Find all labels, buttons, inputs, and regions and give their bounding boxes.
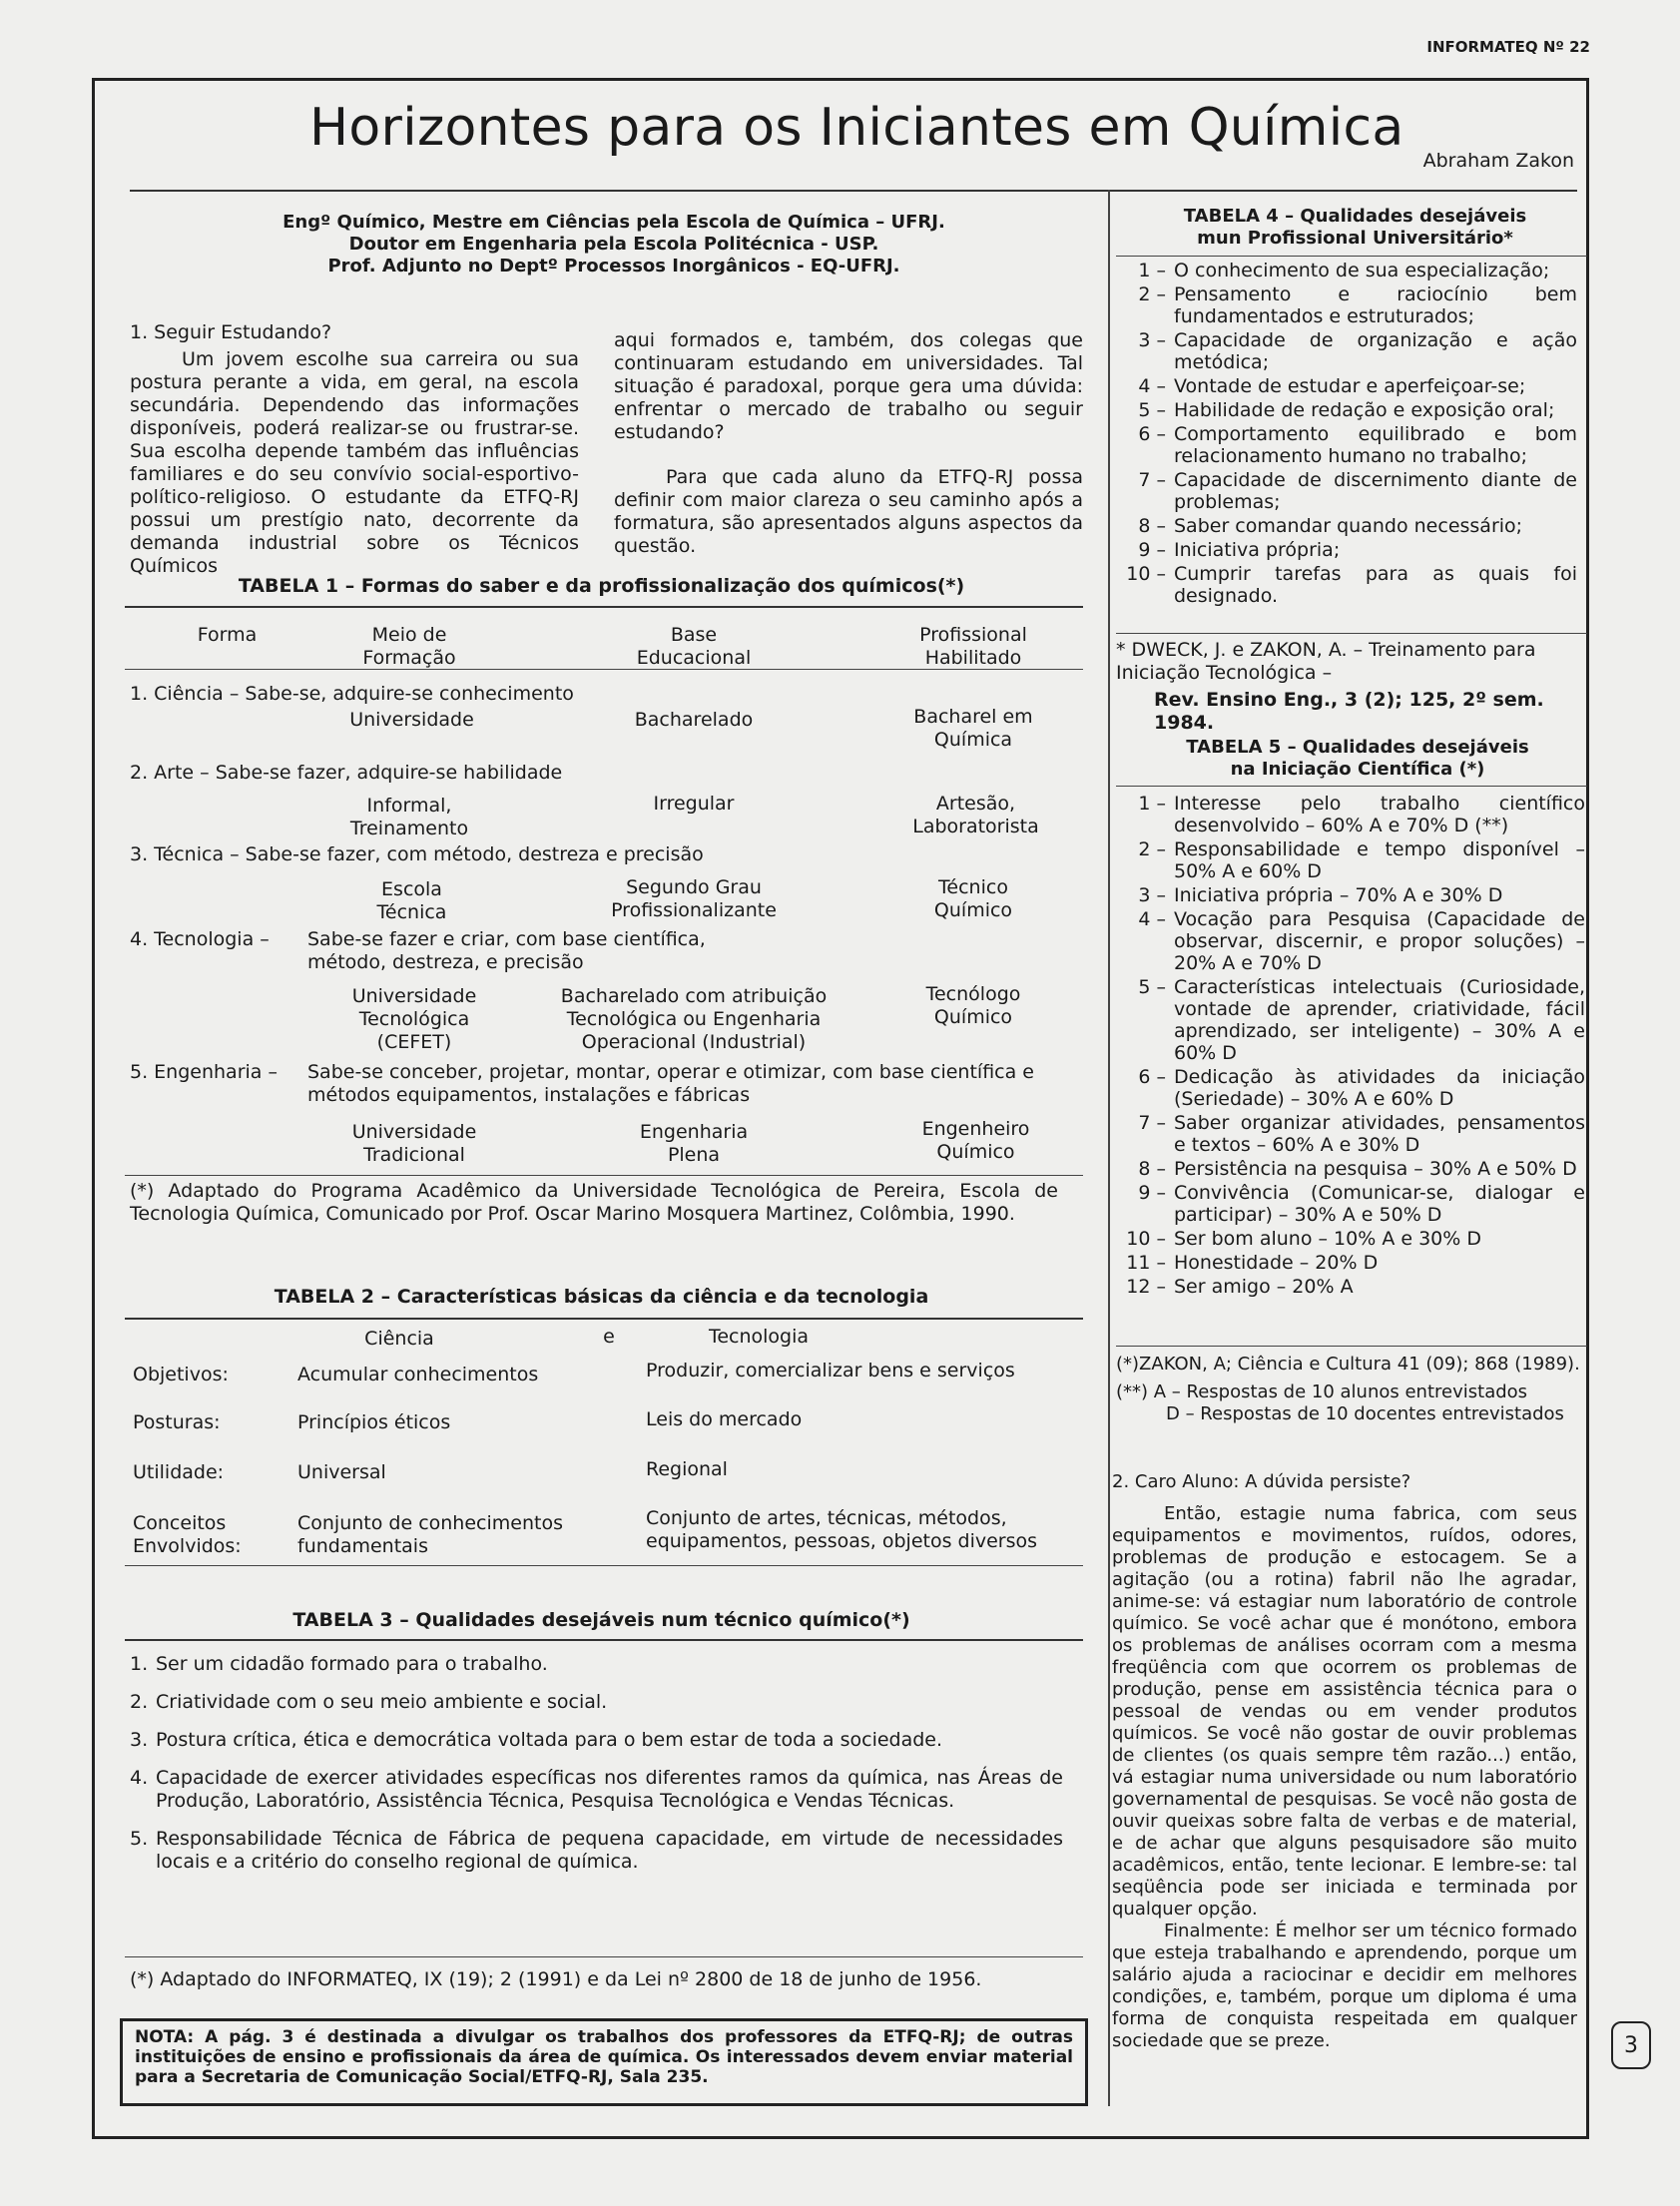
tabela1-row1-prof: Bacharel em Química [913, 706, 1033, 751]
tabela4-footnote-ref: * DWECK, J. e ZAKON, A. – Treinamento para Iniciação Tecnológica – [1116, 639, 1536, 684]
tabela2-tecnologia-objetivos: Produzir, comercializar bens e serviços [646, 1360, 1015, 1381]
list-item: 9 – Iniciativa própria; [1138, 539, 1341, 561]
list-item: 12 – Ser amigo – 20% A [1126, 1276, 1354, 1298]
tabela4-bottom-rule [1116, 633, 1587, 634]
tabela5-list [1116, 793, 1585, 1300]
section2 [1112, 1471, 1577, 2052]
tabela1-row5-base: Engenharia Plena [639, 1121, 749, 1166]
credential-line: Doutor em Engenharia pela Escola Politécnica - USP. [348, 234, 879, 255]
tabela2-tecnologia-conceitos: Conjunto de artes, técnicas, métodos, equipamentos, pessoas, objetos diversos [646, 1507, 1038, 1552]
tabela1-title: TABELA 1 – Formas do saber e da profissionalização dos químicos(*) [238, 575, 965, 597]
tabela5-footnote [1116, 1354, 1587, 1425]
article-title: Horizontes para os Iniciantes em Química [309, 98, 1404, 158]
list-item: 6 – Dedicação às atividades da iniciação (Seriedade) – 30% A e 60% D [1138, 1066, 1585, 1110]
tabela2-title: TABELA 2 – Características básicas da ciência e da tecnologia [274, 1286, 929, 1308]
list-item: 5. Responsabilidade Técnica de Fábrica de pequena capacidade, em virtude de necessidades locais e a critério do conselho regional de química. [130, 1828, 1063, 1873]
list-item: 7 – Saber organizar atividades, pensamentos e textos – 60% A e 30% D [1138, 1112, 1585, 1156]
list-item: 3 – Capacidade de organização e ação metódica; [1138, 329, 1577, 373]
tabela3-bottom-rule [125, 1956, 1083, 1957]
tabela4-list [1116, 260, 1577, 609]
tabela2-label-conceitos: Conceitos Envolvidos: [133, 1512, 242, 1557]
tabela1-row5-forma-desc: Sabe-se conceber, projetar, montar, operar e otimizar, com base científica e métodos equipamentos, instalações e fábricas [307, 1061, 1034, 1106]
tabela5-footnote-ref: (*)ZAKON, A; Ciência e Cultura 41 (09); 868 (1989). [1116, 1354, 1580, 1375]
tabela1-row5-forma: 5. Engenharia – [130, 1061, 278, 1083]
credential-line: Engº Químico, Mestre em Ciências pela Escola de Química – UFRJ. [282, 212, 945, 233]
tabela4-footnote [1116, 639, 1577, 735]
tabela1-row2-base: Irregular [653, 793, 735, 815]
tabela1-row2-meio: Informal, Treinamento [349, 795, 469, 839]
tabela5-top-rule [1116, 786, 1587, 787]
tabela1-row5-prof: Engenheiro Químico [921, 1118, 1030, 1163]
page-number: 3 [1611, 2021, 1651, 2069]
section1-right-text-2: Para que cada aluno da ETFQ-RJ possa definir com maior clareza o seu caminho após a formatura, são apresentados alguns aspectos da questão. [614, 466, 1083, 557]
tabela3-title: TABELA 3 – Qualidades desejáveis num técnico químico(*) [292, 1609, 910, 1631]
list-item: 11 – Honestidade – 20% D [1126, 1252, 1379, 1274]
list-item: 2 – Responsabilidade e tempo disponível – 50% A e 60% D [1138, 838, 1585, 882]
tabela1-header-meio: Meio de Formação [362, 624, 456, 669]
tabela1-row4-forma: 4. Tecnologia – [130, 928, 270, 950]
section2-para2: Finalmente: É melhor ser um técnico formado que esteja trabalhando e aprendendo, porque um salário ajuda a raciocinar e decidir em melhores condições, e, também, porque um diploma é uma forma de conquista respeitada em qualquer sociedade que se preze. [1112, 1921, 1577, 2051]
tabela1-row4-meio: Universidade Tecnológica (CEFET) [351, 985, 477, 1053]
list-item: 4 – Vocação para Pesquisa (Capacidade de observar, discernir, e propor soluções) – 20% A e 70% D [1138, 908, 1585, 974]
tabela2-tecnologia-posturas: Leis do mercado [646, 1408, 803, 1430]
tabela1-row4-forma-desc: Sabe-se fazer e criar, com base científica, método, destreza, e precisão [307, 928, 706, 973]
tabela2-tecnologia-utilidade: Regional [646, 1458, 728, 1480]
article-author: Abraham Zakon [1422, 150, 1574, 172]
tabela4-top-rule [1116, 256, 1587, 257]
tabela1-row1-base: Bacharelado [634, 709, 754, 731]
tabela1-row3-meio: Escola Técnica [376, 878, 447, 923]
list-item: 3 – Iniciativa própria – 70% A e 30% D [1138, 884, 1503, 906]
tabela1-row2-forma: 2. Arte – Sabe-se fazer, adquire-se habilidade [130, 762, 563, 784]
tabela2-header-ciencia: Ciência [364, 1328, 434, 1350]
list-item: 4. Capacidade de exercer atividades específicas nos diferentes ramos da química, nas Áreas de Produção, Laboratório, Assistência Técnica, Pesquisa Tecnológica e Vendas Técnicas. [130, 1767, 1063, 1812]
tabela1-header-base: Base Educacional [636, 624, 752, 669]
tabela1-header-forma: Forma [197, 624, 258, 646]
list-item: 3. Postura crítica, ética e democrática voltada para o bem estar de toda a sociedade. [130, 1729, 943, 1751]
tabela4-title: TABELA 4 – Qualidades desejáveis mun Profissional Universitário* [1183, 206, 1527, 249]
nota-box: NOTA: A pág. 3 é destinada a divulgar os trabalhos dos professores da ETFQ-RJ; de outras instituições de ensino e profissionais da área de química. Os interessados devem enviar material para a Secretaria de Comunicação Social/ETFQ-RJ, Sala 235. [120, 2018, 1088, 2106]
tabela2-header-tecnologia: Tecnologia [708, 1326, 810, 1348]
tabela1-row3-forma: 3. Técnica – Sabe-se fazer, com método, destreza e precisão [130, 843, 704, 865]
section2-heading: 2. Caro Aluno: A dúvida persiste? [1112, 1471, 1411, 1492]
list-item: 1 – O conhecimento de sua especialização; [1138, 260, 1550, 281]
tabela4-footnote-journal: Rev. Ensino Eng., 3 (2); 125, 2º sem. 1984. [1154, 689, 1544, 734]
tabela2-ciencia-posturas: Princípios éticos [297, 1411, 451, 1433]
section2-para1: Então, estagie numa fabrica, com seus equipamentos e movimentos, ruídos, odores, problemas de produção e estocagem. Se a agitação (ou a rotina) fabril não lhe agradar, anime-se: vá estagiar num laboratório de controle químico. Se você achar que é monótono, embora os problemas de análises ocorram com a mesma freqüência com que ocorrem os problemas de produção, pense em assistência técnica para o pessoal de vendas ou em vender produtos químicos. Se você não gostar de ouvir problemas de clientes (os quais sempre têm razão...) então, vá estagiar numa universidade ou num laboratório governamental de pesquisas. Se você não gosta de ouvir queixas sobre falta de verbas e de material, e de achar que alguns pesquisadore são muito acadêmicos, então, tente lecionar. E lembre-se: tal seqüência pode ser iniciada e terminada por qualquer opção. [1112, 1503, 1577, 1920]
list-item: 1. Ser um cidadão formado para o trabalho. [130, 1653, 548, 1675]
tabela5-title: TABELA 5 – Qualidades desejáveis na Iniciação Científica (*) [1186, 737, 1529, 780]
list-item: 2. Criatividade com o seu meio ambiente e social. [130, 1691, 608, 1713]
tabela2-ciencia-utilidade: Universal [297, 1461, 386, 1483]
tabela1-row1-forma: 1. Ciência – Sabe-se, adquire-se conhecimento [130, 683, 574, 705]
tabela1-row4-prof: Tecnólogo Químico [925, 983, 1021, 1028]
section1-left-text: Um jovem escolhe sua carreira ou sua postura perante a vida, em geral, na escola secundária. Dependendo das informações disponíveis, poderá realizar-se ou frustrar-se. Sua escolha depende também das influências familiares e do seu convívio social-esportivo-político-religioso. O estudante da ETFQ-RJ possui um prestígio nato, decorrente da demanda industrial sobre os Técnicos Químicos [130, 348, 579, 577]
tabela1-row2-prof: Artesão, Laboratorista [912, 793, 1039, 837]
list-item: 9 – Convivência (Comunicar-se, dialogar e participar) – 30% A e 50% D [1138, 1182, 1585, 1226]
tabela2-bottom-rule [125, 1565, 1083, 1566]
tabela1-row5-meio: Universidade Tradicional [351, 1121, 477, 1166]
tabela1-row3-base: Segundo Grau Profissionalizante [611, 876, 777, 921]
section1-right-text-1: aqui formados e, também, dos colegas que continuaram estudando em universidades. Tal situação é paradoxal, porque gera uma dúvida: enfrentar o mercado de trabalho ou seguir estudando? [614, 329, 1083, 443]
list-item: 10 – Ser bom aluno – 10% A e 30% D [1126, 1228, 1481, 1250]
tabela5-footnote-a: (**) A – Respostas de 10 alunos entrevistados [1116, 1381, 1528, 1402]
list-item: 5 – Características intelectuais (Curiosidade, vontade de aprender, criatividade, fácil aprendizado, ser inteligente) – 30% A e 60% D [1138, 976, 1585, 1064]
credential-line: Prof. Adjunto no Deptº Processos Inorgânicos - EQ-UFRJ. [327, 256, 900, 276]
tabela1-row1-meio: Universidade [349, 709, 474, 731]
tabela1-footnote: (*) Adaptado do Programa Acadêmico da Universidade Tecnológica de Pereira, Escola de Tecnologia Química, Comunicado por Prof. Oscar Marino Mosquera Martinez, Colômbia, 1990. [130, 1180, 1058, 1225]
tabela1-header-profissional: Profissional Habilitado [919, 624, 1027, 669]
tabela5-bottom-rule [1116, 1346, 1587, 1347]
tabela1-row3-prof: Técnico Químico [933, 876, 1013, 921]
tabela5-footnote-d: D – Respostas de 10 docentes entrevistados [1166, 1403, 1564, 1424]
list-item: 5 – Habilidade de redação e exposição oral; [1138, 399, 1555, 421]
tabela1-row4-base: Bacharelado com atribuição Tecnológica ou Engenharia Operacional (Industrial) [560, 985, 828, 1053]
tabela3-list [130, 1653, 1063, 1889]
tabela2-label-posturas: Posturas: [133, 1411, 221, 1433]
tabela2-label-objetivos: Objetivos: [133, 1364, 229, 1385]
section1-heading: 1. Seguir Estudando? [130, 321, 332, 343]
tabela3-footnote: (*) Adaptado do INFORMATEQ, IX (19); 2 (1991) e da Lei nº 2800 de 18 de junho de 1956. [130, 1968, 982, 1990]
tabela2-ciencia-objetivos: Acumular conhecimentos [297, 1364, 539, 1385]
tabela3-top-rule [125, 1639, 1083, 1641]
list-item: 8 – Saber comandar quando necessário; [1138, 515, 1523, 537]
list-item: 6 – Comportamento equilibrado e bom relacionamento humano no trabalho; [1138, 423, 1577, 467]
masthead: INFORMATEQ Nº 22 [1426, 38, 1590, 56]
list-item: 2 – Pensamento e raciocínio bem fundamentados e estruturados; [1138, 283, 1577, 327]
tabela2-label-utilidade: Utilidade: [133, 1461, 225, 1483]
list-item: 1 – Interesse pelo trabalho científico desenvolvido – 60% A e 70% D (**) [1138, 793, 1585, 836]
list-item: 4 – Vontade de estudar e aperfeiçoar-se; [1138, 375, 1526, 397]
tabela2-ciencia-conceitos: Conjunto de conhecimentos fundamentais [297, 1512, 563, 1557]
list-item: 7 – Capacidade de discernimento diante de problemas; [1138, 469, 1577, 513]
list-item: 10 – Cumprir tarefas para as quais foi designado. [1126, 563, 1577, 607]
tabela2-header-e: e [603, 1326, 615, 1348]
list-item: 8 – Persistência na pesquisa – 30% A e 50% D [1138, 1158, 1577, 1180]
